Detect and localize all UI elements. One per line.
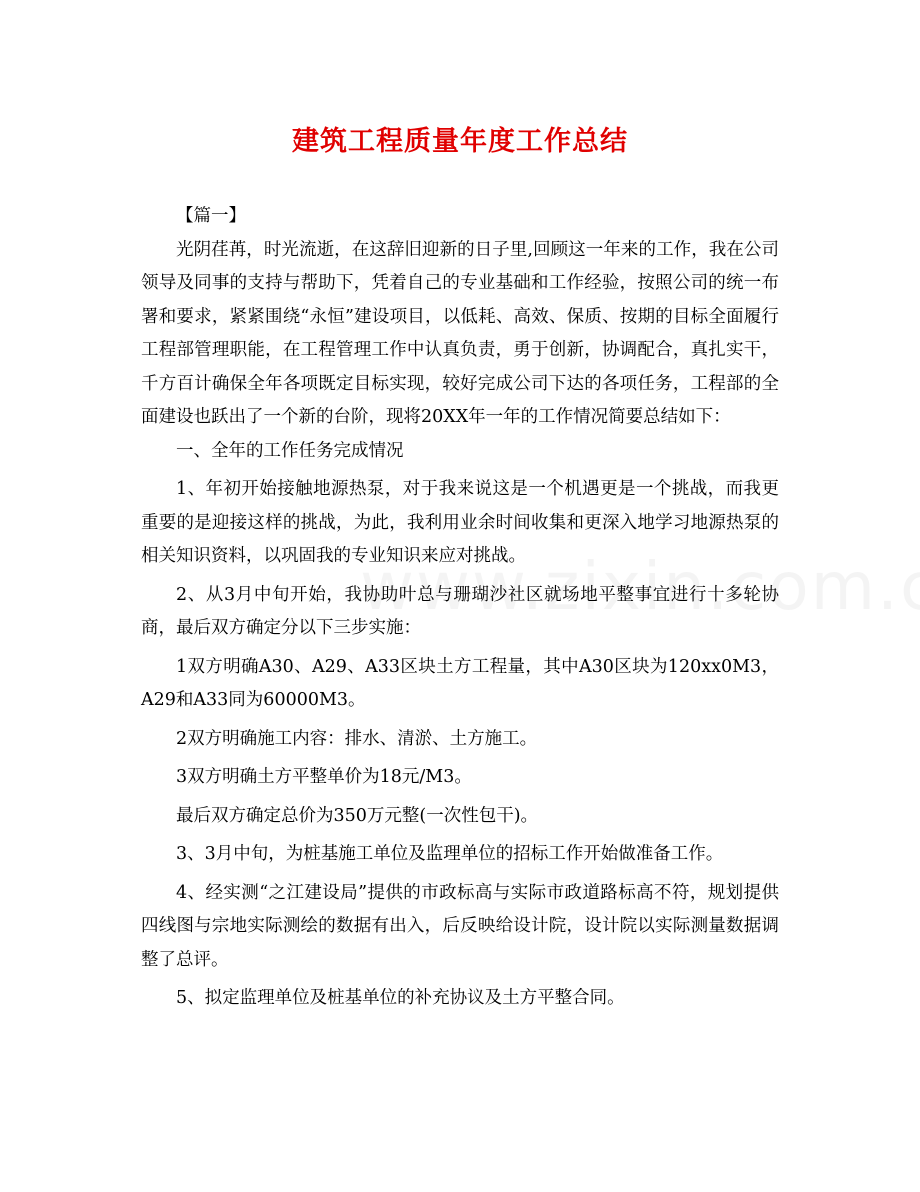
paragraph-intro: 光阴荏苒，时光流逝，在这辞旧迎新的日子里,回顾这一年来的工作，我在公司领导及同事的支持与帮助下，凭着自己的专业基础和工作经验，按照公司的统一布署和要求，紧紧围绕“永恒”建设项目，以低耗、高效、保质、按期的目标全面履行工程部管理职能，在工程管理工作中认真负责，勇于创新，协调配合，真扎实干，千方百计确保全年各项既定目标实现，较好完成公司下达的各项任务，工程部的全面建设也跃出了一个新的台阶，现将20XX年一年的工作情况简要总结如下： (141, 239, 779, 427)
paragraph-item-1: 1、年初开始接触地源热泵，对于我来说这是一个机遇更是一个挑战，而我更重要的是迎接这样的挑战，为此，我利用业余时间收集和更深入地学习地源热泵的相关知识资料，以巩固我的专业知识来应对挑战。 (141, 479, 779, 566)
paragraph-step-1: 1双方明确A30、A29、A33区块土方工程量，其中A30区块为120xx0M3，A29和A33同为60000M3。 (141, 656, 779, 710)
document-title: 建筑工程质量年度工作总结 (292, 126, 628, 157)
paragraph-item-2: 2、从3月中旬开始，我协助叶总与珊瑚沙社区就场地平整事宜进行十多轮协商，最后双方确定分以下三步实施： (141, 584, 779, 638)
document-body (141, 200, 779, 1016)
paragraph-item-5: 5、拟定监理单位及桩基单位的补充协议及土方平整合同。 (176, 988, 625, 1008)
paragraph-step-2: 2双方明确施工内容：排水、清淤、土方施工。 (176, 728, 538, 749)
paragraph-step-3: 3双方明确土方平整单价为18元/M3。 (176, 767, 472, 787)
heading-section-one: 一、全年的工作任务完成情况 (176, 440, 404, 461)
paragraph-item-4: 4、经实测“之江建设局”提供的市政标高与实际市政道路标高不符，规划提供四线图与宗地实际测绘的数据有出入，后反映给设计院，设计院以实际测量数据调整了总评。 (141, 882, 779, 970)
section-label: 【篇一】 (176, 206, 246, 226)
paragraph-total-price: 最后双方确定总价为350万元整(一次性包干)。 (176, 805, 539, 826)
paragraph-item-3: 3、3月中旬，为桩基施工单位及监理单位的招标工作开始做准备工作。 (176, 844, 724, 864)
